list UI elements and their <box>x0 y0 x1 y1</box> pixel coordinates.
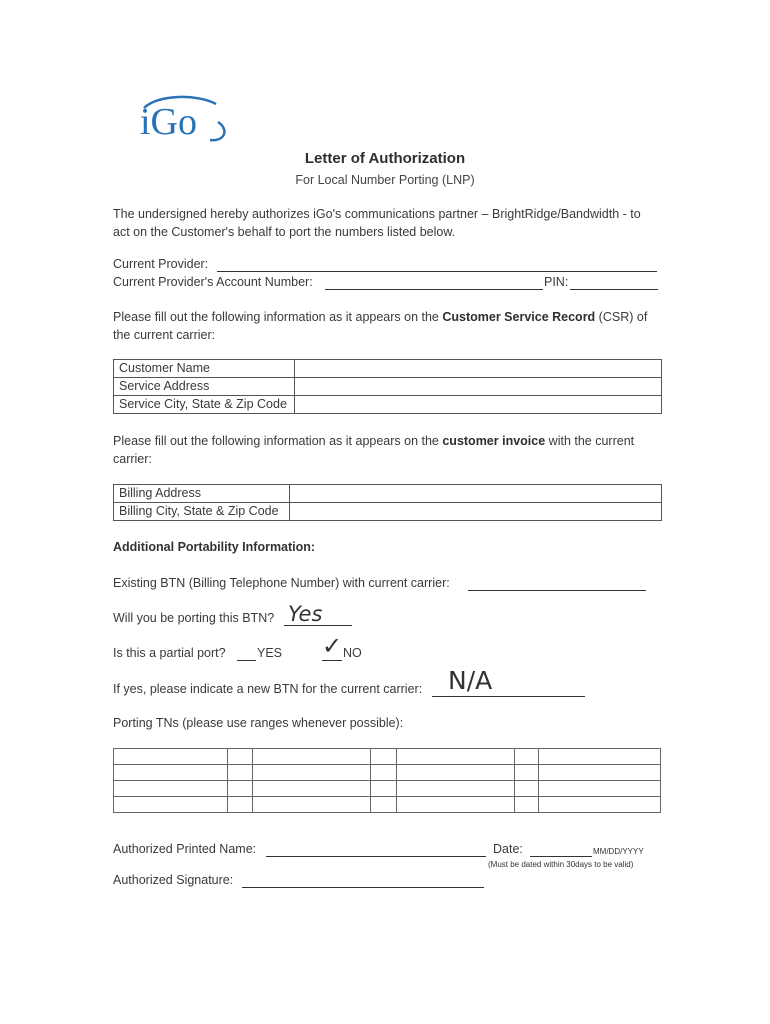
invoice-line-2: carrier: <box>113 452 152 466</box>
billing-address-field[interactable] <box>290 485 662 503</box>
table-row <box>114 485 662 503</box>
service-city-field[interactable] <box>295 396 662 414</box>
printed-name-label: Authorized Printed Name: <box>113 842 257 856</box>
checkmark-icon: ✓ <box>322 632 343 660</box>
current-provider-label: Current Provider: <box>113 257 209 271</box>
pin-field[interactable] <box>570 289 658 290</box>
table-row <box>114 749 661 765</box>
partial-no-blank[interactable] <box>322 660 342 661</box>
csr-line-1: Please fill out the following information as it appears on the Customer Service Record (CSR) of <box>113 310 648 324</box>
table-row <box>114 360 662 378</box>
igo-logo <box>136 92 240 144</box>
porting-btn-answer: Yes <box>288 602 323 626</box>
intro-line-2: act on the Customer's behalf to port the numbers listed below. <box>113 225 456 239</box>
page-title: Letter of Authorization <box>304 150 466 167</box>
additional-heading: Additional Portability Information: <box>113 540 316 554</box>
csr-line-2: the current carrier: <box>113 328 216 342</box>
pin-label: PIN: <box>544 275 569 289</box>
printed-name-field[interactable] <box>266 856 486 857</box>
service-address-label: Service Address <box>114 378 295 396</box>
porting-btn-label: Will you be porting this BTN? <box>113 611 275 625</box>
csr-table <box>113 359 662 414</box>
existing-btn-field[interactable] <box>468 590 646 591</box>
table-row <box>114 765 661 781</box>
page-subtitle: For Local Number Porting (LNP) <box>295 173 475 187</box>
intro-line-1: The undersigned hereby authorizes iGo's communications partner – BrightRidge/Bandwidth - to <box>113 207 641 221</box>
table-row <box>114 503 662 521</box>
table-row <box>114 396 662 414</box>
date-format: MM/DD/YYYY <box>593 847 644 856</box>
table-row <box>114 797 661 813</box>
new-btn-answer: N/A <box>448 666 493 695</box>
csr-paragraph <box>113 308 673 344</box>
new-btn-field[interactable] <box>432 696 585 697</box>
invoice-table <box>113 484 662 521</box>
table-row <box>114 378 662 396</box>
logo-text: iGo <box>140 101 197 143</box>
account-number-label: Current Provider's Account Number: <box>113 275 313 289</box>
porting-tns-table <box>113 748 661 813</box>
service-city-label: Service City, State & Zip Code <box>114 396 295 414</box>
date-note: (Must be dated within 30days to be valid) <box>488 860 634 869</box>
service-address-field[interactable] <box>295 378 662 396</box>
partial-no-option: NO <box>343 646 362 660</box>
customer-name-field[interactable] <box>295 360 662 378</box>
intro-paragraph <box>113 205 673 241</box>
partial-yes-blank[interactable] <box>237 660 256 661</box>
new-btn-label: If yes, please indicate a new BTN for the current carrier: <box>113 682 423 696</box>
invoice-paragraph <box>113 432 673 468</box>
porting-tns-label: Porting TNs (please use ranges whenever possible): <box>113 716 404 730</box>
signature-label: Authorized Signature: <box>113 873 234 887</box>
partial-yes-option: YES <box>257 646 283 660</box>
signature-field[interactable] <box>242 887 484 888</box>
billing-address-label: Billing Address <box>114 485 290 503</box>
existing-btn-label: Existing BTN (Billing Telephone Number) with current carrier: <box>113 576 450 590</box>
billing-city-field[interactable] <box>290 503 662 521</box>
billing-city-label: Billing City, State & Zip Code <box>114 503 290 521</box>
customer-name-label: Customer Name <box>114 360 295 378</box>
date-field[interactable] <box>530 856 592 857</box>
date-label: Date: <box>493 842 523 856</box>
invoice-line-1: Please fill out the following information as it appears on the customer invoice with the current <box>113 434 635 448</box>
table-row <box>114 781 661 797</box>
partial-port-label: Is this a partial port? <box>113 646 226 660</box>
account-number-field[interactable] <box>325 289 543 290</box>
current-provider-field[interactable] <box>217 271 657 272</box>
